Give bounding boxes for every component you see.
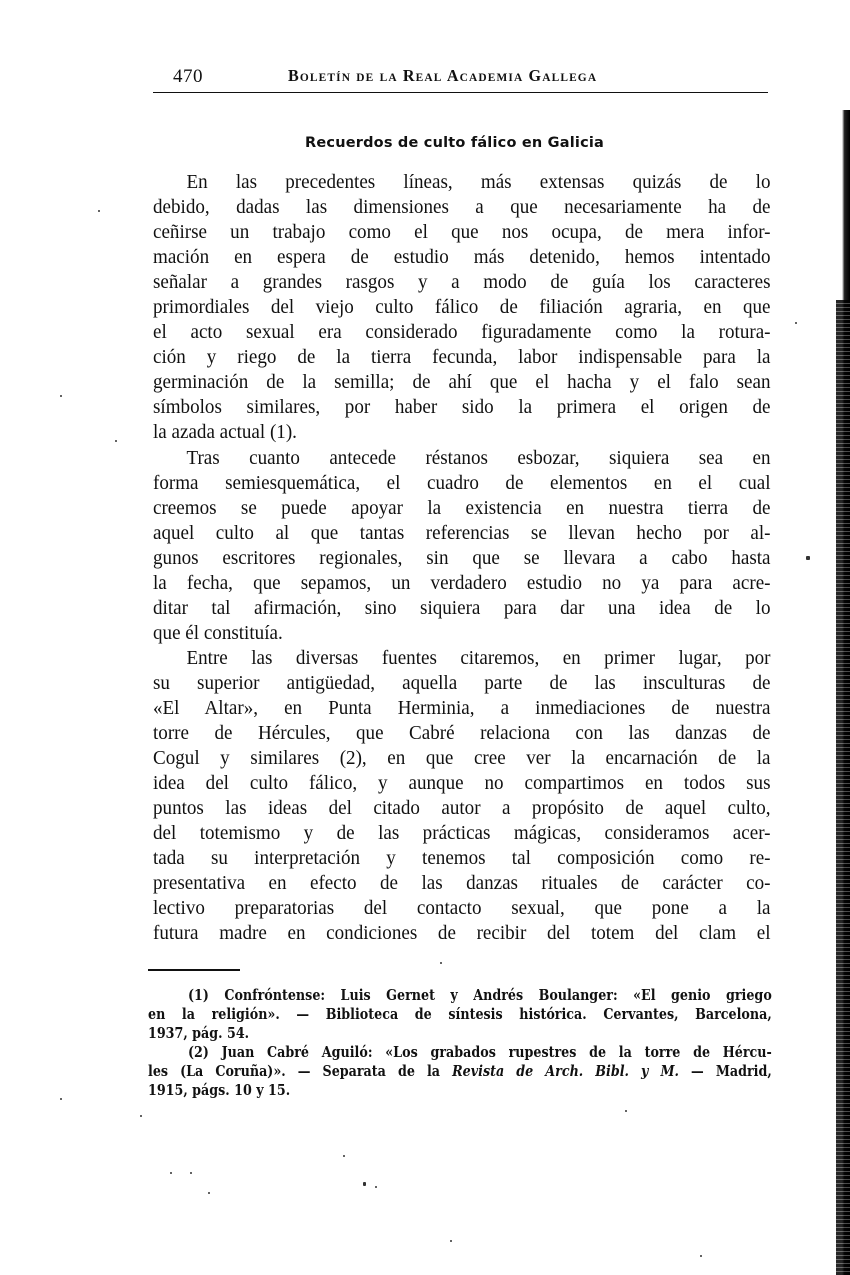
text-line: Entre las diversas fuentes citaremos, en primer lugar, por	[186, 646, 771, 669]
footnote-2-line	[148, 1063, 772, 1082]
text-line: la azada actual (1).	[153, 421, 297, 444]
text-line: puntos las ideas del citado autor a propósito de aquel culto,	[153, 797, 771, 820]
footnote-1-line: 1937, pág. 54.	[148, 1024, 250, 1042]
footnote-1-line: (1) Confróntense: Luis Gernet y Andrés Boulanger: «El genio griego	[188, 987, 772, 1004]
header-rule	[153, 92, 768, 93]
text-line: gunos escritores regionales, sin que se llevara a cabo hasta	[153, 546, 771, 569]
text-line: «El Altar», en Punta Herminia, a inmediaciones de nuestra	[153, 696, 771, 719]
text-line: del totemismo y de las prácticas mágicas, consideramos acer-	[153, 822, 771, 845]
article-title: Recuerdos de culto fálico en Galicia	[305, 135, 605, 151]
footnote-2-line: (2) Juan Cabré Aguiló: «Los grabados rupestres de la torre de Hércu-	[188, 1043, 772, 1061]
footnote-rule	[148, 969, 240, 971]
text-line: lectivo preparatorias del contacto sexual, que pone a la	[153, 897, 771, 920]
text-line: presentativa en efecto de las danzas rituales de carácter co-	[153, 872, 771, 895]
text-line: la fecha, que sepamos, un verdadero estudio no ya para acre-	[153, 571, 771, 594]
text-line: ceñirse un trabajo como el que nos ocupa, de mera infor-	[153, 221, 771, 244]
footnote-2-journal-title: Revista de Arch. Bibl. y M.	[452, 1062, 679, 1080]
text-line: aquel culto al que tantas referencias se llevan hecho por al-	[153, 521, 771, 544]
text-line: mación en espera de estudio más detenido, hemos intentado	[153, 246, 771, 269]
footnotes	[148, 987, 772, 1100]
text-line: que él constituía.	[153, 621, 283, 644]
text-line: primordiales del viejo culto fálico de filiación agraria, en que	[153, 296, 771, 319]
text-line: señalar a grandes rasgos y a modo de guía los caracteres	[153, 271, 771, 294]
text-line: ditar tal afirmación, sino siquiera para dar una idea de lo	[153, 596, 771, 619]
text-line: Cogul y similares (2), en que cree ver la encarnación de la	[153, 747, 771, 770]
article-body	[153, 170, 771, 946]
text-line: forma semiesquemática, el cuadro de elementos en el cual	[153, 471, 771, 494]
text-line: germinación de la semilla; de ahí que el hacha y el falo sean	[153, 371, 771, 394]
text-line: el acto sexual era considerado figuradamente como la rotura-	[153, 321, 771, 344]
page-number: 470	[173, 66, 203, 87]
footnote-1-line: en la religión». — Biblioteca de síntesis histórica. Cervantes, Barcelona,	[148, 1005, 772, 1023]
text-line: su superior antigüedad, aquella parte de las insculturas de	[153, 671, 771, 694]
text-line: debido, dadas las dimensiones a que necesariamente ha de	[153, 196, 771, 219]
text-line: ción y riego de la tierra fecunda, labor indispensable para la	[153, 346, 771, 369]
text-line: creemos se puede apoyar la existencia en nuestra tierra de	[153, 496, 771, 519]
footnote-2-text: — Madrid,	[678, 1062, 772, 1080]
scan-edge-shadow	[836, 300, 850, 1275]
text-line: futura madre en condiciones de recibir del totem del clam el	[153, 922, 771, 945]
text-line: Tras cuanto antecede réstanos esbozar, siquiera sea en	[186, 446, 771, 469]
running-head	[153, 62, 768, 92]
text-line: tada su interpretación y tenemos tal composición como re-	[153, 847, 771, 870]
journal-title: Boletín de la Real Academia Gallega	[288, 66, 598, 85]
footnote-2-line: 1915, págs. 10 y 15.	[148, 1081, 291, 1099]
text-line: En las precedentes líneas, más extensas quizás de lo	[186, 171, 771, 193]
text-line: torre de Hércules, que Cabré relaciona con las danzas de	[153, 722, 771, 745]
text-line: idea del culto fálico, y aunque no compartimos en todos sus	[153, 772, 771, 795]
footnote-2-text: les (La Coruña)». — Separata de la	[148, 1062, 453, 1080]
text-line: símbolos similares, por haber sido la primera el origen de	[153, 396, 771, 419]
